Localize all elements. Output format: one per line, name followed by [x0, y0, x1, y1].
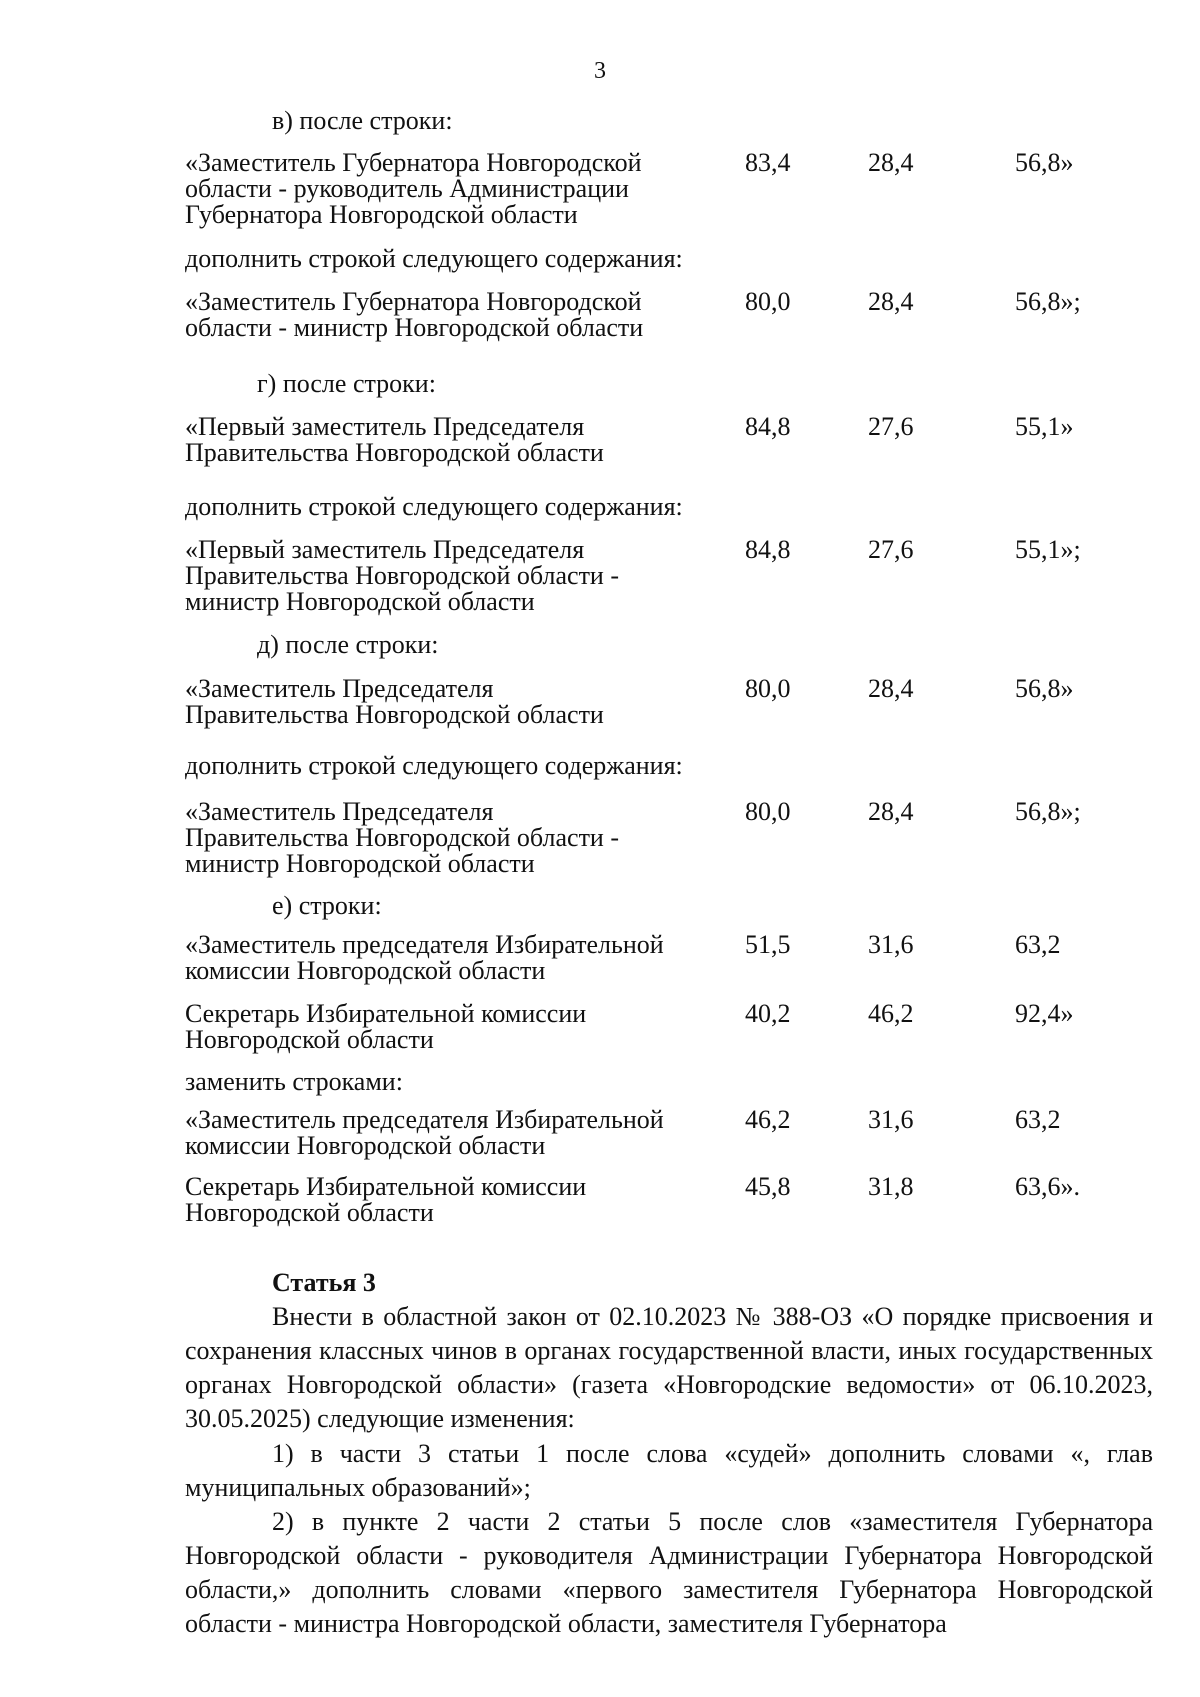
value-3: 55,1»;	[1015, 535, 1081, 564]
row-name	[185, 537, 725, 615]
row-name-line: области - министр Новгородской области	[185, 313, 644, 342]
row-name-line: Правительства Новгородской области	[185, 438, 604, 467]
value-1: 40,2	[745, 999, 791, 1028]
add-label: дополнить строкой следующего содержания:	[185, 751, 683, 780]
row-name	[185, 414, 725, 466]
row-name-line: Правительства Новгородской области -	[185, 561, 620, 590]
row-name-line: министр Новгородской области	[185, 849, 535, 878]
value-3: 55,1»	[1015, 412, 1074, 441]
value-1: 80,0	[745, 287, 791, 316]
row-name-line: «Первый заместитель Председателя	[185, 412, 585, 441]
value-2: 28,4	[868, 287, 914, 316]
value-2: 27,6	[868, 535, 914, 564]
row-name-line: «Заместитель Председателя	[185, 797, 494, 826]
row-name-line: Секретарь Избирательной комиссии	[185, 999, 587, 1028]
value-2: 31,6	[868, 930, 914, 959]
value-2: 46,2	[868, 999, 914, 1028]
row-name-line: министр Новгородской области	[185, 587, 535, 616]
value-3: 56,8»;	[1015, 287, 1081, 316]
section-g-label: г) после строки:	[257, 369, 436, 398]
row-name-line: Новгородской области	[185, 1025, 434, 1054]
row-name	[185, 932, 725, 984]
section-e-label: е) строки:	[272, 891, 382, 920]
row-name-line: «Первый заместитель Председателя	[185, 535, 585, 564]
row-name-line: области - руководитель Администрации	[185, 174, 629, 203]
row-name-line: Губернатора Новгородской области	[185, 200, 578, 229]
value-2: 31,6	[868, 1105, 914, 1134]
value-2: 27,6	[868, 412, 914, 441]
replace-label: заменить строками:	[185, 1067, 403, 1096]
row-name-line: «Заместитель Губернатора Новгородской	[185, 287, 642, 316]
value-1: 80,0	[745, 674, 791, 703]
article-paragraph	[185, 1505, 1153, 1641]
row-name	[185, 676, 725, 728]
paragraph-text: Внести в областной закон от 02.10.2023 № 388-ОЗ «О порядке присвоения и сохранения классных чинов в органах государственной власти, иных государственных органах Новгородской области» (газета «Новгородские ведомости» от 06.10.2023, 30.05.2025) следующие изменения:	[185, 1302, 1153, 1433]
row-name	[185, 1174, 725, 1226]
value-3: 63,6».	[1015, 1172, 1080, 1201]
row-name-line: Секретарь Избирательной комиссии	[185, 1172, 587, 1201]
value-3: 63,2	[1015, 930, 1061, 959]
row-name-line: комиссии Новгородской области	[185, 1131, 546, 1160]
value-3: 56,8»	[1015, 674, 1074, 703]
value-3: 63,2	[1015, 1105, 1061, 1134]
article-heading: Статья 3	[272, 1268, 376, 1297]
article-paragraph	[185, 1300, 1153, 1436]
value-3: 92,4»	[1015, 999, 1074, 1028]
row-name	[185, 799, 725, 877]
article-paragraph	[185, 1437, 1153, 1505]
add-label: дополнить строкой следующего содержания:	[185, 492, 683, 521]
row-name	[185, 150, 725, 228]
value-2: 28,4	[868, 674, 914, 703]
row-name	[185, 289, 725, 341]
page-number: 3	[594, 58, 606, 84]
value-2: 28,4	[868, 797, 914, 826]
value-1: 84,8	[745, 412, 791, 441]
value-1: 45,8	[745, 1172, 791, 1201]
section-d-label: д) после строки:	[257, 630, 439, 659]
row-name-line: «Заместитель Губернатора Новгородской	[185, 148, 642, 177]
value-1: 46,2	[745, 1105, 791, 1134]
row-name	[185, 1107, 725, 1159]
value-1: 51,5	[745, 930, 791, 959]
value-1: 80,0	[745, 797, 791, 826]
value-2: 28,4	[868, 148, 914, 177]
value-1: 83,4	[745, 148, 791, 177]
section-v-label: в) после строки:	[272, 106, 453, 135]
row-name-line: комиссии Новгородской области	[185, 956, 546, 985]
add-label: дополнить строкой следующего содержания:	[185, 244, 683, 273]
value-3: 56,8»	[1015, 148, 1074, 177]
value-2: 31,8	[868, 1172, 914, 1201]
row-name-line: «Заместитель председателя Избирательной	[185, 1105, 664, 1134]
row-name	[185, 1001, 725, 1053]
value-3: 56,8»;	[1015, 797, 1081, 826]
paragraph-text: 2) в пункте 2 части 2 статьи 5 после слов «заместителя Губернатора Новгородской области - руководителя Администрации Губернатора Новгородской области,» дополнить словами «первого заместителя Губернатора Новгородской области - министра Новгородской области, заместителя Губернатора	[185, 1507, 1153, 1638]
row-name-line: «Заместитель Председателя	[185, 674, 494, 703]
row-name-line: Новгородской области	[185, 1198, 434, 1227]
row-name-line: «Заместитель председателя Избирательной	[185, 930, 664, 959]
paragraph-text: 1) в части 3 статьи 1 после слова «судей» дополнить словами «, глав муниципальных образований»;	[185, 1439, 1153, 1502]
row-name-line: Правительства Новгородской области	[185, 700, 604, 729]
value-1: 84,8	[745, 535, 791, 564]
row-name-line: Правительства Новгородской области -	[185, 823, 620, 852]
